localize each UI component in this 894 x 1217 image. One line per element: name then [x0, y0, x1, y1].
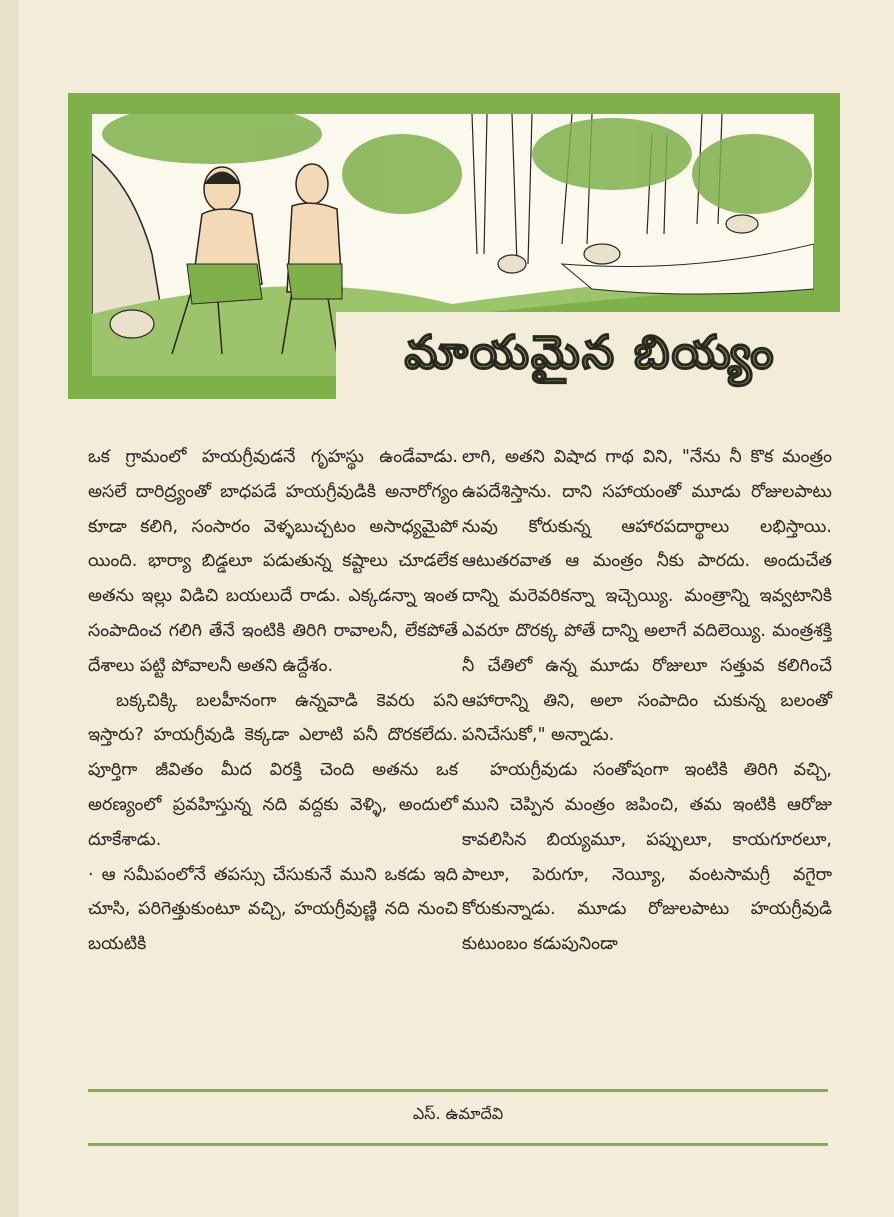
page-binding-edge: [0, 0, 18, 1217]
paragraph: · ఆ సమీపంలోనే తపస్సు చేసుకునే ముని ఒకడు ఇది చూసి, పరిగెత్తుకుంటూ వచ్చి, హయగ్రీవుణ్ణి నది నుంచి బయటికి: [88, 864, 458, 955]
paragraph: బక్కచిక్కి బలహీనంగా ఉన్నవాడి కెవరు పని ఇస్తారు? హయగ్రీవుడి కెక్కడా ఎలాటి పనీ దొరకలేదు. పూర్తిగా జీవితం మీద విరక్తి చెంది అతను ఒక అరణ్యంలో ప్రవహిస్తున్న నది వద్దకు వెళ్ళి, అందులో దూకేశాడు.: [88, 690, 458, 850]
footer-divider-bottom: [88, 1143, 828, 1146]
author-name: ఎస్. ఉమాదేవి: [412, 1104, 504, 1123]
right-column: [462, 440, 832, 962]
title-banner: [336, 312, 844, 404]
paragraph: ఒక గ్రామంలో హయగ్రీవుడనే గృహస్థు ఉండేవాడు. అసలే దారిద్ర్యంతో బాధపడే హయగ్రీవుడికి అనారోగ్యం కూడా కలిగి, సంసారం వెళ్ళబుచ్చటం అసాధ్యమైపో యింది. భార్యా బిడ్డలూ పడుతున్న కష్టాలు చూడలేక అతను ఇల్లు విడిచి బయలుదే రాడు. ఎక్కడన్నా ఇంత సంపాదించ గలిగి తేనే ఇంటికి తిరిగి రావాలనీ, లేకపోతే దేశాలు పట్టి పోవాలనీ అతని ఉద్దేశం.: [88, 447, 458, 676]
paragraph: హయగ్రీవుడు సంతోషంగా ఇంటికి తిరిగి వచ్చి, ముని చెప్పిన మంత్రం జపించి, తమ ఇంటికి ఆరోజు కావలిసిన బియ్యమూ, పప్పులూ, కాయగూరలూ, పాలూ, పెరుగూ, నెయ్యీ, వంటసామగ్రీ వగైరా కోరుకున్నాడు. మూడు రోజులపాటు హయగ్రీవుడి కుటుంబం కడుపునిండా: [462, 760, 832, 955]
story-title: మాయమైన బియ్యం: [404, 325, 776, 379]
paragraph: లాగి, అతని విషాద గాథ విని, "నేను నీ కొక మంత్రం ఉపదేశిస్తాను. దాని సహాయంతో మూడు రోజులపాటు నువు కోరుకున్న ఆహారపదార్థాలు లభిస్తాయి. ఆటుతరవాత ఆ మంత్రం నీకు పారదు. అందుచేత దాన్ని మరెవరికన్నా ఇచ్చెయ్యి. మంత్రాన్ని ఇవ్వటానికి ఎవరూ దొరక్క పోతే దాన్ని అలాగే వదిలెయ్యి. మంత్రశక్తి నీ చేతిలో ఉన్న మూడు రోజులూ సత్తువ కలిగించే ఆహారాన్ని తిని, అలా సంపాదిం చుకున్న బలంతో పనిచేసుకో," అన్నాడు.: [462, 447, 832, 746]
footer-divider-top: [88, 1089, 828, 1092]
left-column: [88, 440, 458, 962]
